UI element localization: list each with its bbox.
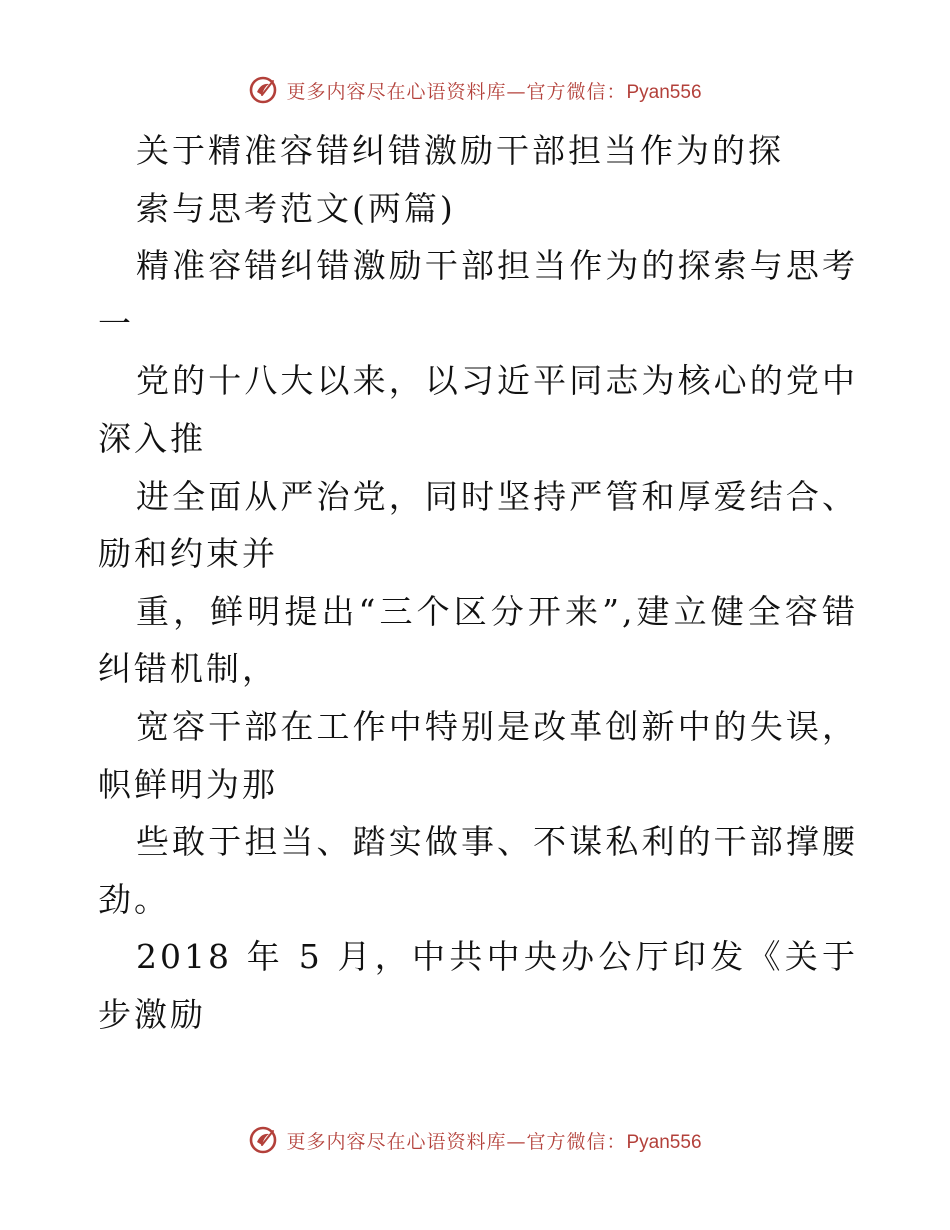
paragraph-line: 宽容干部在工作中特别是改革创新中的失误， [136, 706, 858, 746]
title-line-2: 索与思考范文(两篇) [136, 188, 456, 228]
logo-icon [248, 75, 278, 105]
wechat-id: Pyan556 [626, 1131, 702, 1153]
paragraph-line: 党的十八大以来，以习近平同志为核心的党中 [136, 361, 858, 401]
wechat-id: Pyan556 [626, 81, 702, 103]
title-line-1: 关于精准容错纠错激励干部担当作为的探 [136, 131, 784, 170]
watermark-text: 更多内容尽在心语资料库—官方微信：Pyan556 [286, 80, 702, 103]
header-watermark [0, 70, 950, 110]
paragraph-line: 深入推 [98, 418, 206, 458]
watermark-text: 更多内容尽在心语资料库—官方微信：Pyan556 [286, 1130, 702, 1153]
document-body [98, 122, 858, 1044]
paragraph-line: 劲。 [98, 879, 170, 919]
logo-icon [248, 1125, 278, 1155]
paragraph-line: 进全面从严治党，同时坚持严管和厚爱结合、 [136, 476, 858, 516]
paragraph-line: 纠错机制， [98, 649, 278, 689]
paragraph-line: 帜鲜明为那 [98, 764, 278, 804]
paragraph-line: 步激励 [98, 994, 206, 1034]
paragraph-line: 2018 年 5 月，中共中央办公厅印发《关于 [136, 937, 858, 977]
paragraph-line: 些敢于担当、踏实做事、不谋私利的干部撑腰 [136, 822, 858, 862]
section-heading-line-2: 一 [98, 303, 134, 343]
footer-watermark [0, 1120, 950, 1160]
paragraph-line: 励和约束并 [98, 534, 278, 574]
section-heading-line-1: 精准容错纠错激励干部担当作为的探索与思考 [136, 246, 858, 286]
paragraph-line: 重，鲜明提出“三个区分开来”,建立健全容错 [136, 591, 858, 631]
